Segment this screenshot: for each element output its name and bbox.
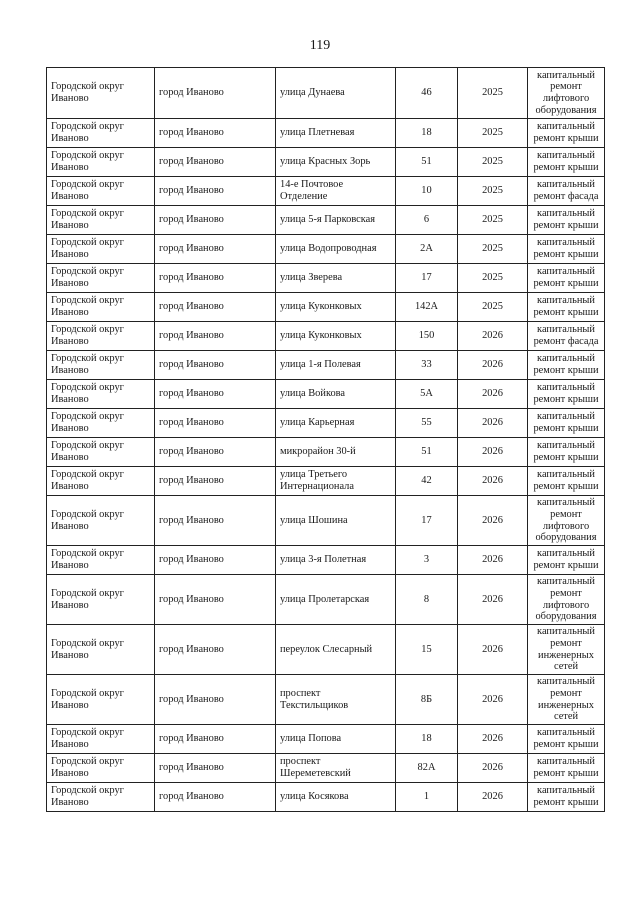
- street-cell: улица Куконковых: [276, 293, 396, 322]
- work-type-cell: капитальный ремонт крыши: [528, 438, 605, 467]
- year-cell: 2026: [458, 380, 528, 409]
- city-cell: город Иваново: [155, 754, 276, 783]
- work-type-cell: капитальный ремонт фасада: [528, 177, 605, 206]
- table-row: [47, 322, 605, 351]
- house-cell: 33: [396, 351, 458, 380]
- year-cell: 2026: [458, 351, 528, 380]
- year-cell: 2026: [458, 409, 528, 438]
- okrug-cell: Городской округ Иваново: [47, 148, 155, 177]
- work-type-cell: капитальный ремонт крыши: [528, 264, 605, 293]
- work-type-cell: капитальный ремонт крыши: [528, 119, 605, 148]
- year-cell: 2026: [458, 783, 528, 812]
- year-cell: 2026: [458, 575, 528, 625]
- street-cell: микрорайон 30-й: [276, 438, 396, 467]
- work-type-cell: капитальный ремонт крыши: [528, 467, 605, 496]
- street-cell: улица Попова: [276, 725, 396, 754]
- okrug-cell: Городской округ Иваново: [47, 177, 155, 206]
- work-type-cell: капитальный ремонт крыши: [528, 783, 605, 812]
- street-cell: проспект Шереметевский: [276, 754, 396, 783]
- year-cell: 2026: [458, 754, 528, 783]
- year-cell: 2026: [458, 725, 528, 754]
- city-cell: город Иваново: [155, 68, 276, 119]
- year-cell: 2026: [458, 438, 528, 467]
- city-cell: город Иваново: [155, 177, 276, 206]
- table-row: [47, 754, 605, 783]
- work-type-cell: капитальный ремонт инженерных сетей: [528, 675, 605, 725]
- year-cell: 2026: [458, 625, 528, 675]
- house-cell: 15: [396, 625, 458, 675]
- work-type-cell: капитальный ремонт крыши: [528, 293, 605, 322]
- street-cell: улица 3-я Полетная: [276, 546, 396, 575]
- street-cell: улица Куконковых: [276, 322, 396, 351]
- year-cell: 2025: [458, 148, 528, 177]
- work-type-cell: капитальный ремонт инженерных сетей: [528, 625, 605, 675]
- table-row: [47, 575, 605, 625]
- work-type-cell: капитальный ремонт крыши: [528, 754, 605, 783]
- okrug-cell: Городской округ Иваново: [47, 754, 155, 783]
- street-cell: улица Шошина: [276, 496, 396, 546]
- okrug-cell: Городской округ Иваново: [47, 235, 155, 264]
- city-cell: город Иваново: [155, 783, 276, 812]
- year-cell: 2025: [458, 293, 528, 322]
- okrug-cell: Городской округ Иваново: [47, 264, 155, 293]
- city-cell: город Иваново: [155, 235, 276, 264]
- table-row: [47, 351, 605, 380]
- work-type-cell: капитальный ремонт крыши: [528, 351, 605, 380]
- work-type-cell: капитальный ремонт крыши: [528, 380, 605, 409]
- work-type-cell: капитальный ремонт крыши: [528, 725, 605, 754]
- table-row: [47, 380, 605, 409]
- house-cell: 18: [396, 725, 458, 754]
- okrug-cell: Городской округ Иваново: [47, 380, 155, 409]
- city-cell: город Иваново: [155, 351, 276, 380]
- table-row: [47, 438, 605, 467]
- street-cell: улица Карьерная: [276, 409, 396, 438]
- house-cell: 18: [396, 119, 458, 148]
- city-cell: город Иваново: [155, 625, 276, 675]
- okrug-cell: Городской округ Иваново: [47, 438, 155, 467]
- okrug-cell: Городской округ Иваново: [47, 119, 155, 148]
- city-cell: город Иваново: [155, 148, 276, 177]
- street-cell: улица Дунаева: [276, 68, 396, 119]
- house-cell: 42: [396, 467, 458, 496]
- street-cell: 14-е Почтовое Отделение: [276, 177, 396, 206]
- table-row: [47, 177, 605, 206]
- street-cell: улица Водопроводная: [276, 235, 396, 264]
- work-type-cell: капитальный ремонт лифтового оборудования: [528, 575, 605, 625]
- house-cell: 6: [396, 206, 458, 235]
- house-cell: 55: [396, 409, 458, 438]
- city-cell: город Иваново: [155, 546, 276, 575]
- okrug-cell: Городской округ Иваново: [47, 725, 155, 754]
- street-cell: переулок Слесарный: [276, 625, 396, 675]
- house-cell: 8: [396, 575, 458, 625]
- table-row: [47, 119, 605, 148]
- year-cell: 2025: [458, 264, 528, 293]
- work-type-cell: капитальный ремонт лифтового оборудования: [528, 496, 605, 546]
- okrug-cell: Городской округ Иваново: [47, 546, 155, 575]
- work-type-cell: капитальный ремонт крыши: [528, 148, 605, 177]
- street-cell: улица Красных Зорь: [276, 148, 396, 177]
- house-cell: 46: [396, 68, 458, 119]
- okrug-cell: Городской округ Иваново: [47, 409, 155, 438]
- table-row: [47, 68, 605, 119]
- repair-schedule-table: [46, 67, 605, 812]
- street-cell: улица 1-я Полевая: [276, 351, 396, 380]
- house-cell: 10: [396, 177, 458, 206]
- city-cell: город Иваново: [155, 409, 276, 438]
- work-type-cell: капитальный ремонт крыши: [528, 206, 605, 235]
- city-cell: город Иваново: [155, 380, 276, 409]
- table-body: [47, 68, 605, 812]
- table-row: [47, 206, 605, 235]
- okrug-cell: Городской округ Иваново: [47, 496, 155, 546]
- year-cell: 2025: [458, 206, 528, 235]
- house-cell: 2А: [396, 235, 458, 264]
- city-cell: город Иваново: [155, 293, 276, 322]
- work-type-cell: капитальный ремонт крыши: [528, 235, 605, 264]
- street-cell: улица Пролетарская: [276, 575, 396, 625]
- table-row: [47, 783, 605, 812]
- table-row: [47, 148, 605, 177]
- year-cell: 2026: [458, 675, 528, 725]
- city-cell: город Иваново: [155, 438, 276, 467]
- street-cell: улица Плетневая: [276, 119, 396, 148]
- year-cell: 2026: [458, 467, 528, 496]
- year-cell: 2025: [458, 68, 528, 119]
- city-cell: город Иваново: [155, 467, 276, 496]
- okrug-cell: Городской округ Иваново: [47, 351, 155, 380]
- work-type-cell: капитальный ремонт крыши: [528, 546, 605, 575]
- okrug-cell: Городской округ Иваново: [47, 675, 155, 725]
- street-cell: улица Косякова: [276, 783, 396, 812]
- table-row: [47, 409, 605, 438]
- okrug-cell: Городской округ Иваново: [47, 467, 155, 496]
- street-cell: улица 5-я Парковская: [276, 206, 396, 235]
- year-cell: 2025: [458, 177, 528, 206]
- table-row: [47, 235, 605, 264]
- street-cell: проспект Текстильщиков: [276, 675, 396, 725]
- city-cell: город Иваново: [155, 496, 276, 546]
- house-cell: 142А: [396, 293, 458, 322]
- page-number: 119: [309, 38, 331, 53]
- year-cell: 2025: [458, 119, 528, 148]
- house-cell: 51: [396, 148, 458, 177]
- house-cell: 150: [396, 322, 458, 351]
- year-cell: 2025: [458, 235, 528, 264]
- okrug-cell: Городской округ Иваново: [47, 68, 155, 119]
- city-cell: город Иваново: [155, 264, 276, 293]
- street-cell: улица Зверева: [276, 264, 396, 293]
- table-row: [47, 293, 605, 322]
- table-row: [47, 675, 605, 725]
- table-row: [47, 496, 605, 546]
- house-cell: 17: [396, 496, 458, 546]
- house-cell: 8Б: [396, 675, 458, 725]
- street-cell: улица Третьего Интернационала: [276, 467, 396, 496]
- table-row: [47, 625, 605, 675]
- table-row: [47, 725, 605, 754]
- city-cell: город Иваново: [155, 119, 276, 148]
- street-cell: улица Войкова: [276, 380, 396, 409]
- table-row: [47, 467, 605, 496]
- year-cell: 2026: [458, 546, 528, 575]
- okrug-cell: Городской округ Иваново: [47, 293, 155, 322]
- year-cell: 2026: [458, 496, 528, 546]
- year-cell: 2026: [458, 322, 528, 351]
- city-cell: город Иваново: [155, 675, 276, 725]
- okrug-cell: Городской округ Иваново: [47, 625, 155, 675]
- city-cell: город Иваново: [155, 575, 276, 625]
- table-row: [47, 546, 605, 575]
- work-type-cell: капитальный ремонт фасада: [528, 322, 605, 351]
- city-cell: город Иваново: [155, 206, 276, 235]
- okrug-cell: Городской округ Иваново: [47, 322, 155, 351]
- house-cell: 17: [396, 264, 458, 293]
- okrug-cell: Городской округ Иваново: [47, 206, 155, 235]
- table-row: [47, 264, 605, 293]
- work-type-cell: капитальный ремонт крыши: [528, 409, 605, 438]
- okrug-cell: Городской округ Иваново: [47, 575, 155, 625]
- house-cell: 82А: [396, 754, 458, 783]
- city-cell: город Иваново: [155, 322, 276, 351]
- city-cell: город Иваново: [155, 725, 276, 754]
- house-cell: 1: [396, 783, 458, 812]
- okrug-cell: Городской округ Иваново: [47, 783, 155, 812]
- house-cell: 5А: [396, 380, 458, 409]
- house-cell: 51: [396, 438, 458, 467]
- work-type-cell: капитальный ремонт лифтового оборудования: [528, 68, 605, 119]
- house-cell: 3: [396, 546, 458, 575]
